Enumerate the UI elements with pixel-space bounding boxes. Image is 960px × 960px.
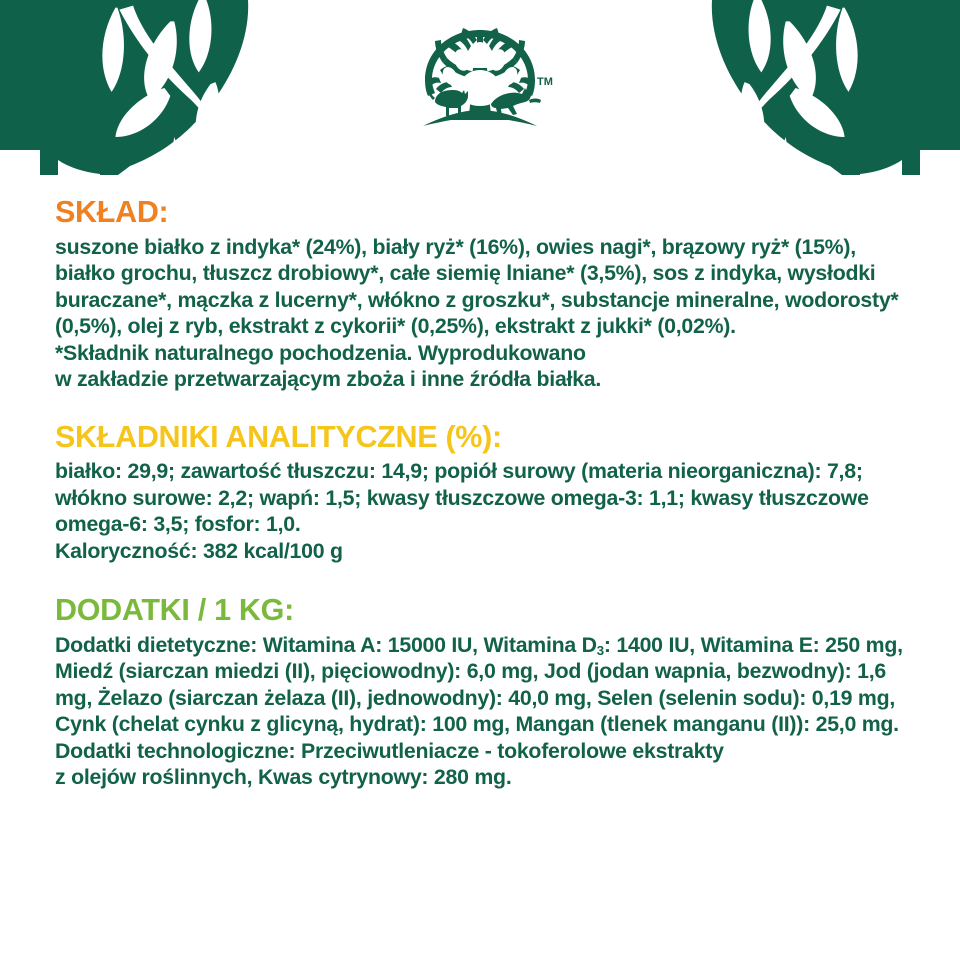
additives-technological-line-2: z olejów roślinnych, Kwas cytrynowy: 280 mg. — [55, 765, 512, 790]
section-ingredients — [55, 196, 917, 393]
section-analytical-constituents — [55, 421, 917, 565]
additives-heading: DODATKI / 1 KG: — [55, 593, 294, 628]
brand-logo — [405, 22, 555, 134]
trademark-mark: TM — [537, 76, 553, 88]
additives-dietary — [55, 632, 917, 738]
additives-dietary-prefix: Dodatki dietetyczne: Witamina A: 15000 IU, Witamina D — [55, 632, 597, 657]
leaf-branch-ornament-left — [0, 0, 248, 175]
analytical-body: białko: 29,9; zawartość tłuszczu: 14,9; popiół surowy (materia nieorganiczna): 7,8; włókno surowe: 2,2; wapń: 1,5; kwasy tłuszczowe omega-3: 1,1; kwasy tłuszczowe omega-6: 3,5; fosfor: 1,0. — [55, 459, 869, 537]
leaf-branch-ornament-right — [712, 0, 960, 175]
ingredients-heading: SKŁAD: — [55, 195, 169, 229]
additives-technological-line-1: Dodatki technologiczne: Przeciwutleniacze - tokoferolowe ekstrakty — [55, 738, 724, 763]
section-additives — [55, 594, 917, 791]
analytical-heading: SKŁADNIKI ANALITYCZNE (%): — [55, 419, 502, 454]
ingredients-footnote-line-2: w zakładzie przetwarzającym zboża i inne źródła białka. — [55, 367, 602, 392]
ingredients-body: suszone białko z indyka* (24%), biały ryż* (16%), owies nagi*, brązowy ryż* (15%), białko grochu, tłuszcz drobiowy*, całe siemię lniane* (3,5%), sos z indyka, wysłodki buraczane*, mączka z lucerny*, włókno z groszku*, substancje mineralne, wodorosty* (0,5%), olej z ryb, ekstrakt z cykorii* (0,25%), ekstrakt z jukki* (0,02%). — [55, 234, 899, 339]
vitamin-d3-subscript: 3 — [596, 642, 604, 658]
analytical-calories: Kaloryczność: 382 kcal/100 g — [55, 538, 343, 563]
spacer-ingredients-analytical — [55, 399, 917, 421]
tree-with-paw-cat-and-dog-logo — [405, 22, 555, 134]
additives-dietary-rest: : 1400 IU, Witamina E: 250 mg, Miedź (siarczan miedzi (II), pięciowodny): 6,0 mg, Jod (jodan wapnia, bezwodny): 1,6 mg, Żelazo (siarczan żelaza (II), jednowodny): 40,0 mg, Selen (selenin sodu): 0,19 mg, Cynk (chelat cynku z glicyną, hydrat): 100 mg, Mangan (tlenek manganu (II)): 25,0 mg. — [55, 632, 903, 737]
ingredients-footnote-line-1: *Składnik naturalnego pochodzenia. Wyprodukowano — [55, 340, 586, 365]
label-content — [55, 196, 917, 797]
spacer-analytical-additives — [55, 570, 917, 594]
